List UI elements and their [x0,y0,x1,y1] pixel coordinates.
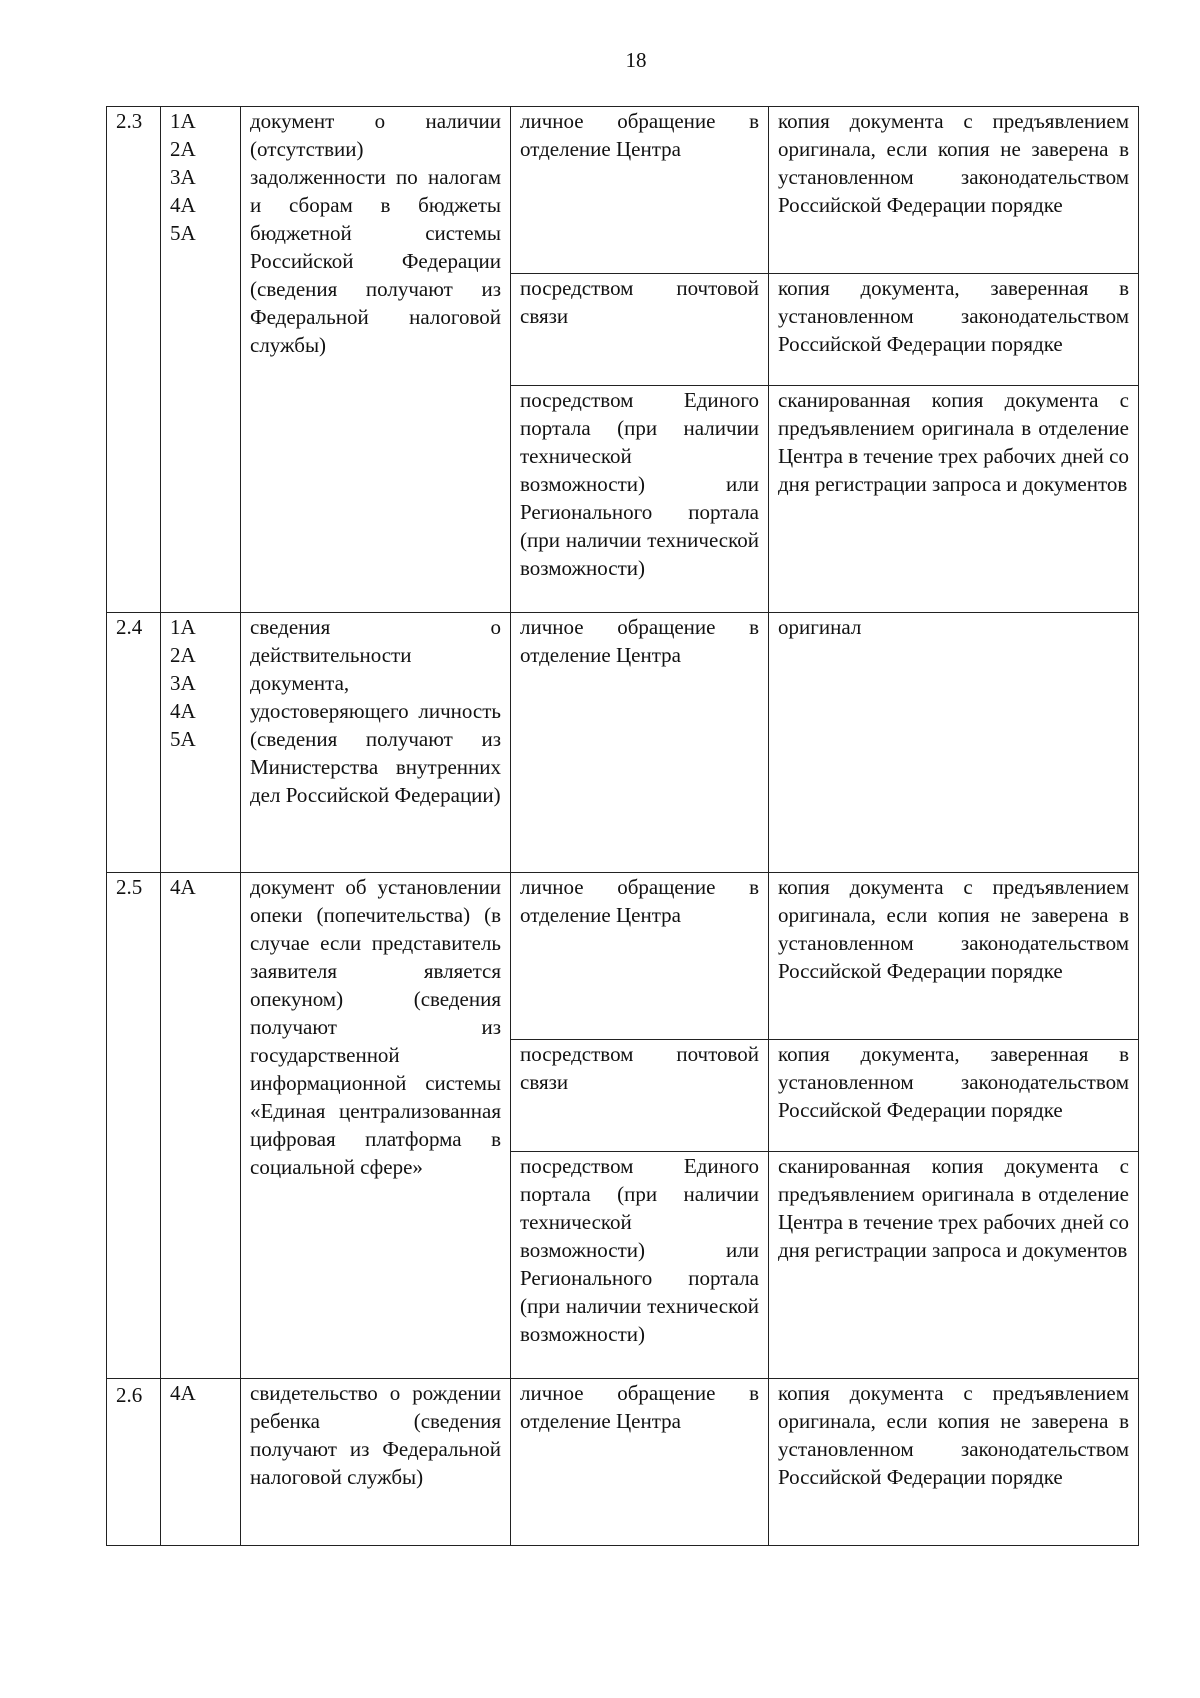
form-cell [769,1379,1139,1546]
document-cell [241,1379,511,1546]
submission-method: посредством почтовой связи [520,1042,759,1094]
method-cell [511,1040,769,1152]
submission-form: копия документа, заверенная в установленном законодательством Российской Федерации порядке [778,276,1129,356]
submission-method: личное обращение в отделение Центра [520,1381,759,1433]
form-cell [769,107,1139,274]
method-cell [511,274,769,386]
submission-method: личное обращение в отделение Центра [520,615,759,667]
table-row [107,873,1139,1040]
submission-form: сканированная копия документа с предъявлением оригинала в отделение Центра в течение трех рабочих дней со дня регистрации запроса и документов [778,1154,1129,1262]
table-row [107,1379,1139,1546]
category-code: 4А [170,699,196,723]
submission-method: личное обращение в отделение Центра [520,109,759,161]
form-cell [769,1040,1139,1152]
form-cell [769,873,1139,1040]
category-cell [161,613,241,873]
method-cell [511,386,769,613]
row-number: 2.4 [107,613,161,873]
submission-form: копия документа с предъявлением оригинала, если копия не заверена в установленном законодательством Российской Федерации порядке [778,1381,1129,1489]
document-name: документ о наличии (отсутствии) задолженности по налогам и сборам в бюджеты бюджетной системы Российской Федерации (сведения получают из Федеральной налоговой службы) [250,109,501,357]
category-code: 5А [170,221,196,245]
category-code: 4А [170,875,196,899]
row-number: 2.6 [107,1379,161,1546]
category-code: 2А [170,137,196,161]
form-cell [769,274,1139,386]
document-name: сведения о действительности документа, удостоверяющего личность (сведения получают из Министерства внутренних дел Российской Федерации) [250,615,501,807]
category-cell [161,107,241,613]
document-cell [241,613,511,873]
submission-method: посредством Единого портала (при наличии технической возможности) или Регионального портала (при наличии технической возможности) [520,388,759,580]
category-code: 2А [170,643,196,667]
category-code: 3А [170,165,196,189]
submission-method: посредством Единого портала (при наличии технической возможности) или Регионального портала (при наличии технической возможности) [520,1154,759,1346]
category-code: 4А [170,1381,196,1405]
category-cell [161,873,241,1379]
method-cell [511,107,769,274]
submission-form: копия документа, заверенная в установленном законодательством Российской Федерации порядке [778,1042,1129,1122]
document-name: свидетельство о рождении ребенка (сведения получают из Федеральной налоговой службы) [250,1381,501,1489]
form-cell [769,613,1139,873]
category-code: 5А [170,727,196,751]
submission-form: оригинал [778,615,862,639]
document-cell [241,873,511,1379]
method-cell [511,1379,769,1546]
page-number: 18 [625,48,647,72]
row-number: 2.5 [107,873,161,1379]
document-name: документ об установлении опеки (попечительства) (в случае если представитель заявителя является опекуном) (сведения получают из государственной информационной системы «Единая централизованная цифровая платформа в социальной сфере» [250,875,501,1179]
document-cell [241,107,511,613]
submission-method: личное обращение в отделение Центра [520,875,759,927]
category-code: 1А [170,615,196,639]
category-code: 3А [170,671,196,695]
category-code: 4А [170,193,196,217]
category-cell [161,1379,241,1546]
table-row [107,107,1139,274]
submission-form: копия документа с предъявлением оригинала, если копия не заверена в установленном законодательством Российской Федерации порядке [778,875,1129,983]
submission-form: сканированная копия документа с предъявлением оригинала в отделение Центра в течение трех рабочих дней со дня регистрации запроса и документов [778,388,1129,496]
submission-form: копия документа с предъявлением оригинала, если копия не заверена в установленном законодательством Российской Федерации порядке [778,109,1129,217]
form-cell [769,1152,1139,1379]
row-number: 2.3 [107,107,161,613]
category-code: 1А [170,109,196,133]
form-cell [769,386,1139,613]
documents-table [106,106,1139,1546]
submission-method: посредством почтовой связи [520,276,759,328]
method-cell [511,613,769,873]
method-cell [511,873,769,1040]
method-cell [511,1152,769,1379]
table-row [107,613,1139,873]
